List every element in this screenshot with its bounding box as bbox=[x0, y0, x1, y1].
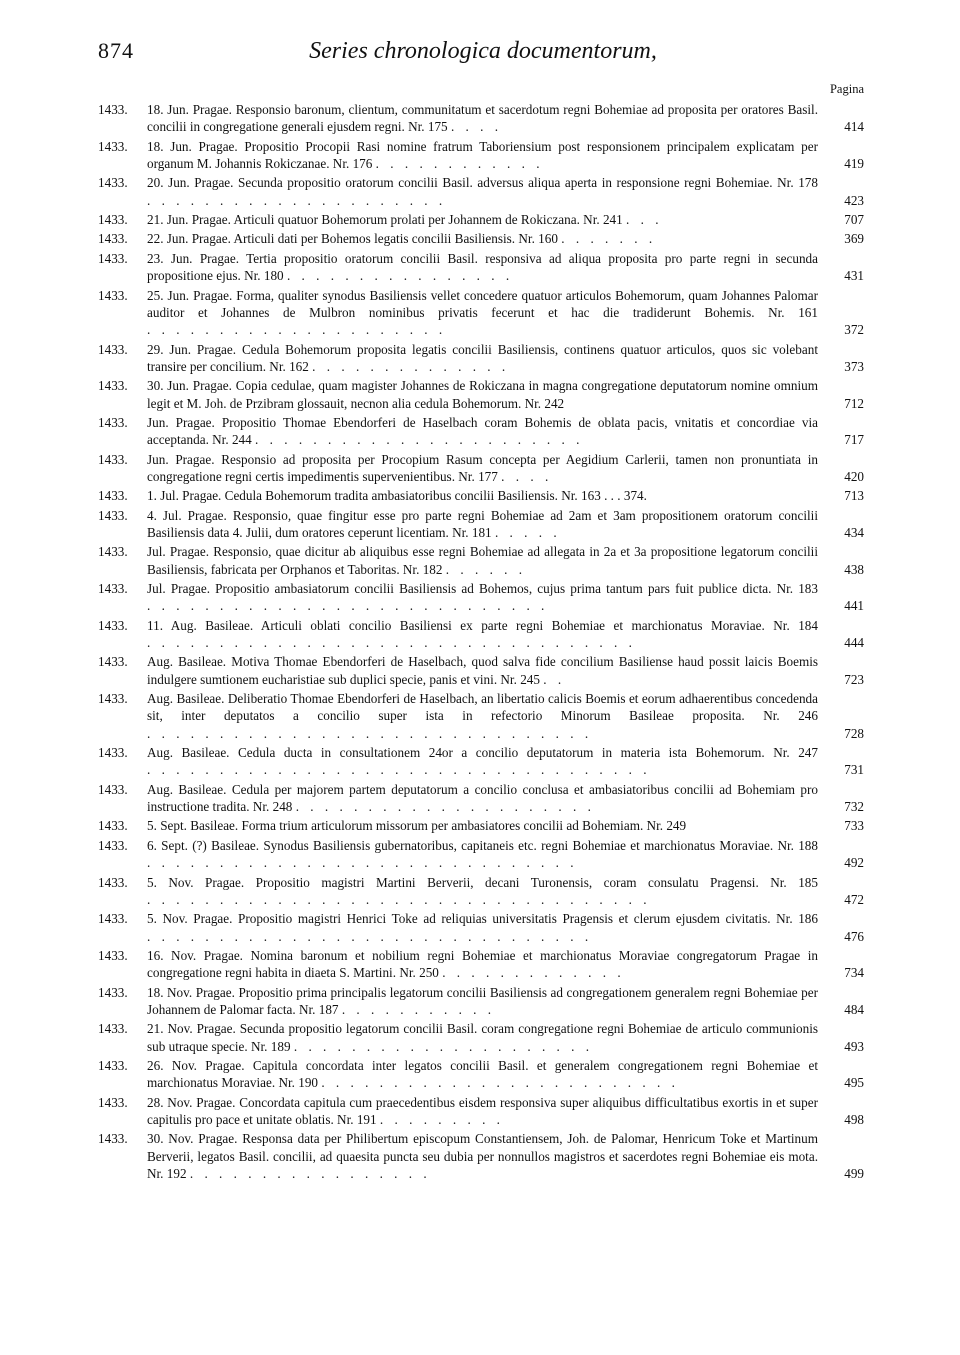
entry-year: 1433. bbox=[98, 874, 128, 890]
entry-description: 4. Jul. Pragae. Responsio, quae fingitur esse pro parte regni Bohemiae ad 2am et 3am propositionem oratorum concilii Basiliensis data 4. Julii, dum oratores ceperunt licentiam. Nr. 181 bbox=[147, 507, 818, 540]
entry-description: Jul. Pragae. Propositio ambasiatorum concilii Basiliensis ad Bohemos, cujus prima tantum pars fuit publice dicta. Nr. 183 bbox=[147, 581, 818, 597]
entry-description: Aug. Basileae. Deliberatio Thomae Ebendorferi de Haselbach, an libertatio calicis Boemis et eorum adhaerentibus concedenda sit, inter deputatos a concilio super ista in refectorio Minorum Basileae proposita. Nr. 246 bbox=[147, 691, 818, 724]
entry-page-number: 717 bbox=[844, 432, 864, 448]
entry-text bbox=[147, 487, 818, 504]
leader-dots: . . . bbox=[626, 212, 663, 228]
leader-dots: . . . . . . . bbox=[561, 231, 657, 247]
entry-description: 18. Nov. Pragae. Propositio prima principalis legatorum concilii Basiliensis ad congregationem generalem regni Bohemiae per Johannem de Palomar facta. Nr. 187 bbox=[147, 984, 818, 1017]
page-number: 874 bbox=[98, 38, 134, 63]
entry-page-number: 492 bbox=[844, 855, 864, 871]
entry-text bbox=[147, 174, 818, 209]
entry-year: 1433. bbox=[98, 414, 128, 430]
entry-year: 1433. bbox=[98, 1131, 128, 1147]
entry-text bbox=[147, 910, 818, 945]
entry-page-number: 472 bbox=[844, 891, 864, 907]
entry-text bbox=[147, 947, 818, 982]
leader-dots: . . . . . . . . . . . . . . . . . . . . . bbox=[295, 799, 595, 815]
document-entry bbox=[98, 414, 864, 449]
entry-description: 5. Nov. Pragae. Propositio magistri Henrici Toke ad reliquias universitatis Pragensis et clerum ejusdem civitatis. Nr. 186 bbox=[147, 911, 818, 927]
document-entry bbox=[98, 377, 864, 412]
entry-description: 18. Jun. Pragae. Propositio Procopii Rasi nomine fratrum Taboriensium post responsionem principalem explicatam per organum M. Johannis Rokiczanae. Nr. 176 bbox=[147, 138, 818, 171]
document-entry bbox=[98, 690, 864, 742]
entry-text bbox=[147, 817, 818, 834]
entry-text bbox=[147, 617, 818, 652]
document-entry bbox=[98, 653, 864, 688]
document-entry bbox=[98, 910, 864, 945]
document-entry bbox=[98, 211, 864, 228]
entry-year: 1433. bbox=[98, 781, 128, 797]
entry-year: 1433. bbox=[98, 581, 128, 597]
entry-page-number: 372 bbox=[844, 322, 864, 338]
document-entry bbox=[98, 837, 864, 872]
leader-dots: . . . . . . . . . . . . . . . . . . . . . . . . . . . . . . bbox=[147, 855, 578, 871]
leader-dots: . . . . . . . . . . . . . bbox=[442, 965, 625, 981]
entry-text bbox=[147, 341, 818, 376]
entry-page-number: 731 bbox=[844, 762, 864, 778]
entry-text bbox=[147, 984, 818, 1019]
leader-dots: . . . . . . . . . . . . . . . . . . . . . . . bbox=[255, 432, 584, 448]
document-entry bbox=[98, 250, 864, 285]
entry-page-number: 495 bbox=[844, 1075, 864, 1091]
entry-page-number: 732 bbox=[844, 799, 864, 815]
entry-page-number: 438 bbox=[844, 561, 864, 577]
entry-year: 1433. bbox=[98, 378, 128, 394]
entry-page-number: 444 bbox=[844, 635, 864, 651]
document-entry bbox=[98, 487, 864, 504]
document-entry bbox=[98, 984, 864, 1019]
entry-year: 1433. bbox=[98, 984, 128, 1000]
entry-year: 1433. bbox=[98, 138, 128, 154]
entry-description: 30. Jun. Pragae. Copia cedulae, quam magister Johannes de Rokiczana in magna congregatione deputatorum nomine omnium legit et M. Joh. de Przibram glossauit, necnon alia cedula Bohemorum. Nr. 242 bbox=[147, 378, 818, 411]
leader-dots: . . . . . . . . . . . . . . . . . . . . . . . . . . . . . . . . . . . bbox=[147, 762, 651, 778]
entry-page-number: 734 bbox=[844, 965, 864, 981]
leader-dots: . . . . . . . . . . . . . . . . . bbox=[189, 1165, 431, 1181]
entry-page-number: 733 bbox=[844, 818, 864, 834]
entry-description: 26. Nov. Pragae. Capitula concordata inter legatos concilii Basil. et generalem congregationem regni Bohemiae et marchionatus Moraviae. Nr. 190 bbox=[147, 1057, 818, 1091]
entry-year: 1433. bbox=[98, 617, 128, 633]
document-entry bbox=[98, 1020, 864, 1055]
entry-year: 1433. bbox=[98, 341, 128, 357]
entry-description: Aug. Basileae. Cedula per majorem partem deputatorum a concilio conclusa et ambasiatoribus concilii ad Bohemiam pro instructione tradita. Nr. 248 bbox=[147, 781, 818, 815]
document-entry bbox=[98, 744, 864, 779]
entry-text bbox=[147, 377, 818, 412]
leader-dots: . . . . . . . . . . . . . . . . . . . . . bbox=[147, 322, 447, 338]
entry-text bbox=[147, 1020, 818, 1055]
entry-year: 1433. bbox=[98, 250, 128, 266]
leader-dots: . . . . . . . . . bbox=[379, 1111, 504, 1127]
entry-text bbox=[147, 690, 818, 742]
entry-page-number: 707 bbox=[844, 212, 864, 228]
entry-description: 30. Nov. Pragae. Responsa data per Philibertum episcopum Constantiensem, Joh. de Palomar, Henricum Toke et Martinum Berverii, legatos Basil. concilii, ad quaesita puncta seu dubia per nonnullos magistros et sacerdotes regni Bohemiae eis mota. Nr. 192 bbox=[147, 1131, 818, 1181]
entry-text bbox=[147, 1130, 818, 1182]
entry-page-number: 369 bbox=[844, 231, 864, 247]
document-entry bbox=[98, 287, 864, 339]
running-title: Series chronologica documentorum, bbox=[309, 38, 657, 64]
entry-text bbox=[147, 781, 818, 816]
entry-text bbox=[147, 250, 818, 285]
leader-dots: . . . . . bbox=[494, 524, 561, 540]
entry-description: 5. Nov. Pragae. Propositio magistri Martini Berverii, decani Turonensis, coram consulatu Pragensi. Nr. 185 bbox=[147, 874, 818, 890]
leader-dots: . . . . . . . . . . . . . . . . . . . . . . . . . . . . . . . . . . bbox=[147, 635, 636, 651]
entry-year: 1433. bbox=[98, 1057, 128, 1073]
document-entry bbox=[98, 543, 864, 578]
entry-text bbox=[147, 1094, 818, 1129]
entry-year: 1433. bbox=[98, 745, 128, 761]
leader-dots: . . . . . . . . . . . . bbox=[375, 155, 544, 171]
document-entry bbox=[98, 230, 864, 247]
entry-year: 1433. bbox=[98, 231, 128, 247]
entry-page-number: 434 bbox=[844, 524, 864, 540]
entry-page-number: 373 bbox=[844, 358, 864, 374]
entry-description: 20. Jun. Pragae. Secunda propositio oratorum concilii Basil. adversus aliqua aperta in responsione regni Bohemiae. Nr. 178 bbox=[147, 175, 818, 191]
document-entry bbox=[98, 817, 864, 834]
leader-dots: . . . . . . . . . . . . . . . . . . . . . . . . . . . . bbox=[147, 598, 549, 614]
leader-dots: . . . . . . . . . . . . . . . . . . . . . . . . . . . . . . . . . . . bbox=[147, 891, 651, 907]
entry-page-number: 419 bbox=[844, 155, 864, 171]
entry-year: 1433. bbox=[98, 544, 128, 560]
entry-year: 1433. bbox=[98, 1094, 128, 1110]
leader-dots: . . . . . . . . . . . . . . . . . . . . . . . . . . . . . . . bbox=[147, 928, 593, 944]
leader-dots: . . . . . . . . . . . . . . . . bbox=[286, 268, 514, 284]
leader-dots: . . . . . . . . . . . . . . . . . . . . . bbox=[293, 1038, 594, 1054]
document-entry bbox=[98, 1130, 864, 1182]
document-entry bbox=[98, 874, 864, 909]
entry-page-number: 493 bbox=[844, 1038, 864, 1054]
entry-page-number: 420 bbox=[844, 468, 864, 484]
entry-description: 11. Aug. Basileae. Articuli oblati concilio Basiliensi ex parte regni Bohemiae et marchionatus Moraviae. Nr. 184 bbox=[147, 617, 818, 633]
entry-year: 1433. bbox=[98, 507, 128, 523]
entry-year: 1433. bbox=[98, 818, 128, 834]
entry-description: 21. Jun. Pragae. Articuli quatuor Bohemorum prolati per Johannem de Rokiczana. Nr. 241 bbox=[147, 212, 623, 228]
document-entry bbox=[98, 1094, 864, 1129]
entry-description: 28. Nov. Pragae. Concordata capitula cum praecedentibus eisdem responsiva super aliquibus difficultatibus exortis in et super capitulis pro pace et unitate oblatis. Nr. 191 bbox=[147, 1094, 818, 1127]
document-entry bbox=[98, 101, 864, 136]
entry-description: 6. Sept. (?) Basileae. Synodus Basiliensis gubernatoribus, capitaneis etc. regni Bohemiae et marchionatus Moraviae. Nr. 188 bbox=[147, 837, 818, 853]
entry-text bbox=[147, 653, 818, 688]
entry-page-number: 498 bbox=[844, 1111, 864, 1127]
entry-year: 1433. bbox=[98, 488, 128, 504]
pagina-column-label: Pagina bbox=[829, 82, 864, 96]
entry-year: 1433. bbox=[98, 911, 128, 927]
entry-year: 1433. bbox=[98, 102, 128, 117]
document-entry bbox=[98, 341, 864, 376]
leader-dots: . . . . . . . . . . . . . . . . . . . . . bbox=[147, 192, 447, 208]
entry-description: 21. Nov. Pragae. Secunda propositio legatorum concilii Basil. coram congregatione regni Bohemiae de articulo communionis sub utraque specie. Nr. 189 bbox=[147, 1021, 818, 1054]
entry-text bbox=[147, 837, 818, 872]
leader-dots: . . . . . . . . . . . . . . . . . . . . . . . . . . . . . . . bbox=[147, 725, 593, 741]
entry-text bbox=[147, 543, 818, 578]
entry-page-number: 728 bbox=[844, 725, 864, 741]
entry-text bbox=[147, 287, 818, 339]
entry-text bbox=[147, 101, 818, 136]
entry-text bbox=[147, 1057, 818, 1092]
entry-text bbox=[147, 230, 818, 247]
document-entry bbox=[98, 1057, 864, 1092]
entry-text bbox=[147, 211, 818, 228]
entry-page-number: 414 bbox=[844, 119, 864, 135]
document-list bbox=[98, 101, 864, 1184]
entry-text bbox=[147, 414, 818, 449]
entry-page-number: 499 bbox=[844, 1165, 864, 1181]
entry-page-number: 712 bbox=[844, 395, 864, 411]
entry-year: 1433. bbox=[98, 175, 128, 191]
entry-description: 23. Jun. Pragae. Tertia propositio oratorum concilii Basil. responsiva ad aliqua proposita pro parte regni in secunda propositione ejus. Nr. 180 bbox=[147, 250, 818, 284]
document-entry bbox=[98, 507, 864, 542]
leader-dots: . . . . . . . . . . . bbox=[341, 1001, 496, 1017]
leader-dots: . . . . . . . . . . . . . . bbox=[312, 358, 510, 374]
entry-page-number: 423 bbox=[844, 192, 864, 208]
entry-year: 1433. bbox=[98, 691, 128, 707]
entry-description: 5. Sept. Basileae. Forma trium articulorum missorum per ambasiatores concilii ad Bohemiam. Nr. 249 bbox=[147, 818, 687, 834]
leader-dots: . . . . bbox=[501, 468, 553, 484]
entry-year: 1433. bbox=[98, 837, 128, 853]
leader-dots: . . . . . . . . . . . . . . . . . . . . . . . . . bbox=[321, 1075, 679, 1091]
entry-year: 1433. bbox=[98, 1021, 128, 1037]
entry-text bbox=[147, 507, 818, 542]
page-header bbox=[98, 38, 868, 70]
entry-text bbox=[147, 451, 818, 486]
entry-description: Aug. Basileae. Motiva Thomae Ebendorferi de Haselbach, quod salva fide concilium Basiliense haud possit laicis Boemis indulgere sumtionem eucharistiae sub duplici specie, panis et vini. Nr. 245 bbox=[147, 654, 818, 687]
document-entry bbox=[98, 947, 864, 982]
entry-page-number: 723 bbox=[844, 671, 864, 687]
entry-text bbox=[147, 138, 818, 173]
leader-dots: . . bbox=[543, 671, 566, 687]
document-entry bbox=[98, 451, 864, 486]
entry-page-number: 441 bbox=[844, 598, 864, 614]
document-entry bbox=[98, 617, 864, 652]
entry-year: 1433. bbox=[98, 947, 128, 963]
entry-description: Jul. Pragae. Responsio, quae dicitur ab aliquibus esse regni Bohemiae ad allegata in 2a et 3a propositione legatorum concilii Basiliensis, fabricata per Orphanos et Taboritas. Nr. 182 bbox=[147, 544, 818, 577]
entry-description: 18. Jun. Pragae. Responsio baronum, clientum, communitatum et sacerdotum regni Bohemiae ad proposita per oratores Basil. concilii in congregatione generali ejusdem regni. Nr. 175 bbox=[147, 102, 818, 135]
entry-description: 22. Jun. Pragae. Articuli dati per Bohemos legatis concilii Basiliensis. Nr. 160 bbox=[147, 231, 558, 247]
document-entry bbox=[98, 781, 864, 816]
document-entry bbox=[98, 138, 864, 173]
entry-description: 1. Jul. Pragae. Cedula Bohemorum tradita ambasiatoribus concilii Basiliensis. Nr. 163 . . . 374. bbox=[147, 488, 647, 504]
entry-page-number: 713 bbox=[844, 488, 864, 504]
leader-dots: . . . . bbox=[450, 119, 503, 135]
entry-text bbox=[147, 580, 818, 615]
entry-page-number: 484 bbox=[844, 1001, 864, 1017]
entry-text bbox=[147, 744, 818, 779]
entry-year: 1433. bbox=[98, 212, 128, 228]
document-entry bbox=[98, 580, 864, 615]
entry-year: 1433. bbox=[98, 654, 128, 670]
entry-description: 16. Nov. Pragae. Nomina baronum et nobilium regni Bohemiae et marchionatus Moraviae congregatorum Pragae in congregatione regni habita in diaeta S. Martini. Nr. 250 bbox=[147, 947, 818, 981]
document-entry bbox=[98, 174, 864, 209]
leader-dots: . . . . . . bbox=[445, 561, 527, 577]
entry-description: Aug. Basileae. Cedula ducta in consultationem 24or a concilio deputatorum in materia ista Bohemorum. Nr. 247 bbox=[147, 745, 818, 761]
entry-page-number: 476 bbox=[844, 928, 864, 944]
entry-description: 25. Jun. Pragae. Forma, qualiter synodus Basiliensis vellet concedere quatuor articulos Bohemorum, quam Johannes Palomar auditor et Johannes de Mulbron nominibus privatis fecerunt et hac die tradiderunt Bohemis. Nr. 161 bbox=[147, 287, 818, 320]
entry-description: Jun. Pragae. Propositio Thomae Ebendorferi de Haselbach coram Bohemis de oblata pacis, vnitatis et concordiae via acceptanda. Nr. 244 bbox=[147, 414, 818, 448]
entry-page-number: 431 bbox=[844, 268, 864, 284]
entry-year: 1433. bbox=[98, 451, 128, 467]
entry-year: 1433. bbox=[98, 287, 128, 303]
entry-description: 29. Jun. Pragae. Cedula Bohemorum proposita legatis concilii Basiliensis, continens quatuor articulos, quos sic volebant transire per concilium. Nr. 162 bbox=[147, 341, 818, 374]
entry-description: Jun. Pragae. Responsio ad proposita per Procopium Rasum concepta per Aegidium Carlerii, tamen non pronuntiata in congregatione regni certis impedimentis supervenientibus. Nr. 177 bbox=[147, 451, 818, 484]
entry-text bbox=[147, 874, 818, 909]
